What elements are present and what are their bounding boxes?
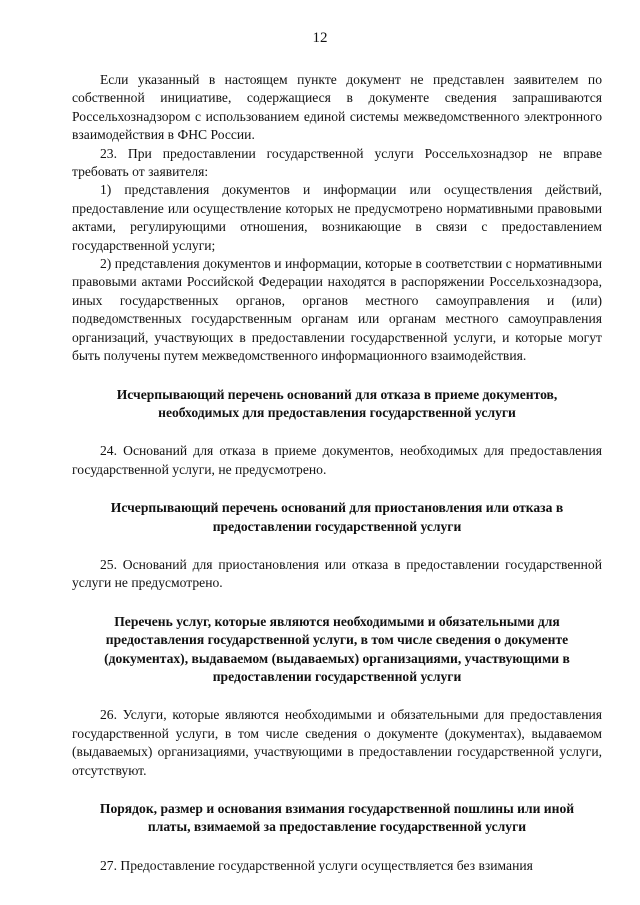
paragraph-continuation: Если указанный в настоящем пункте документ не представлен заявителем по собственной инициативе, содержащиеся в документе сведения запрашиваются Россельхознадзором с использованием единой системы межведомственного электронного взаимодействия в ФНС России. [72, 72, 602, 143]
paragraph-26: 26. Услуги, которые являются необходимыми и обязательными для предоставления государственной услуги, в том числе сведения о документе (документах), выдаваемом (выдаваемых) организациями, участвующими в предоставлении государственной услуги, отсутствуют. [72, 707, 602, 778]
section-heading-state-fee: Порядок, размер и основания взимания государственной пошлины или иной платы, взимаемой за предоставление государственной услуги [99, 801, 575, 835]
paragraph-25: 25. Оснований для приостановления или отказа в предоставлении государственной услуги не предусмотрено. [72, 556, 602, 591]
paragraph-27: 27. Предоставление государственной услуги осуществляется без взимания [100, 857, 533, 873]
section-heading-suspension-refusal: Исчерпывающий перечень оснований для приостановления или отказа в предоставлении государственной услуги [110, 500, 564, 534]
paragraph-23: 23. При предоставлении государственной услуги Россельхознадзор не вправе требовать от заявителя: [72, 145, 602, 180]
page-number: 12 [312, 30, 328, 46]
section-heading-refusal-acceptance: Исчерпывающий перечень оснований для отказа в приеме документов, необходимых для предоставления государственной услуги [116, 386, 558, 420]
paragraph-24: 24. Оснований для отказа в приеме документов, необходимых для предоставления государственной услуги, не предусмотрено. [72, 443, 602, 477]
document-body [72, 71, 602, 875]
section-heading-required-services: Перечень услуг, которые являются необходимыми и обязательными для предоставления государственной услуги, в том числе сведения о документе (документах), выдаваемом (выдаваемых) организациями, участвующими в предоставлении государственной услуги [104, 613, 570, 684]
paragraph-23-item-1: 1) представления документов и информации или осуществления действий, предоставление или осуществление которых не предусмотрено нормативными правовыми актами, регулирующими отношения, возникающие в связи с предоставлением государственной услуги; [72, 182, 602, 253]
paragraph-23-item-2: 2) представления документов и информации, которые в соответствии с нормативными правовыми актами Российской Федерации находятся в распоряжении Россельхознадзора, иных государственных органов, органов местного самоуправления и (или) подведомственных государственным органам или органам местного самоуправления организаций, участвующих в предоставлении государственной услуги, и которые могут быть получены путем межведомственного информационного взаимодействия. [72, 256, 602, 364]
